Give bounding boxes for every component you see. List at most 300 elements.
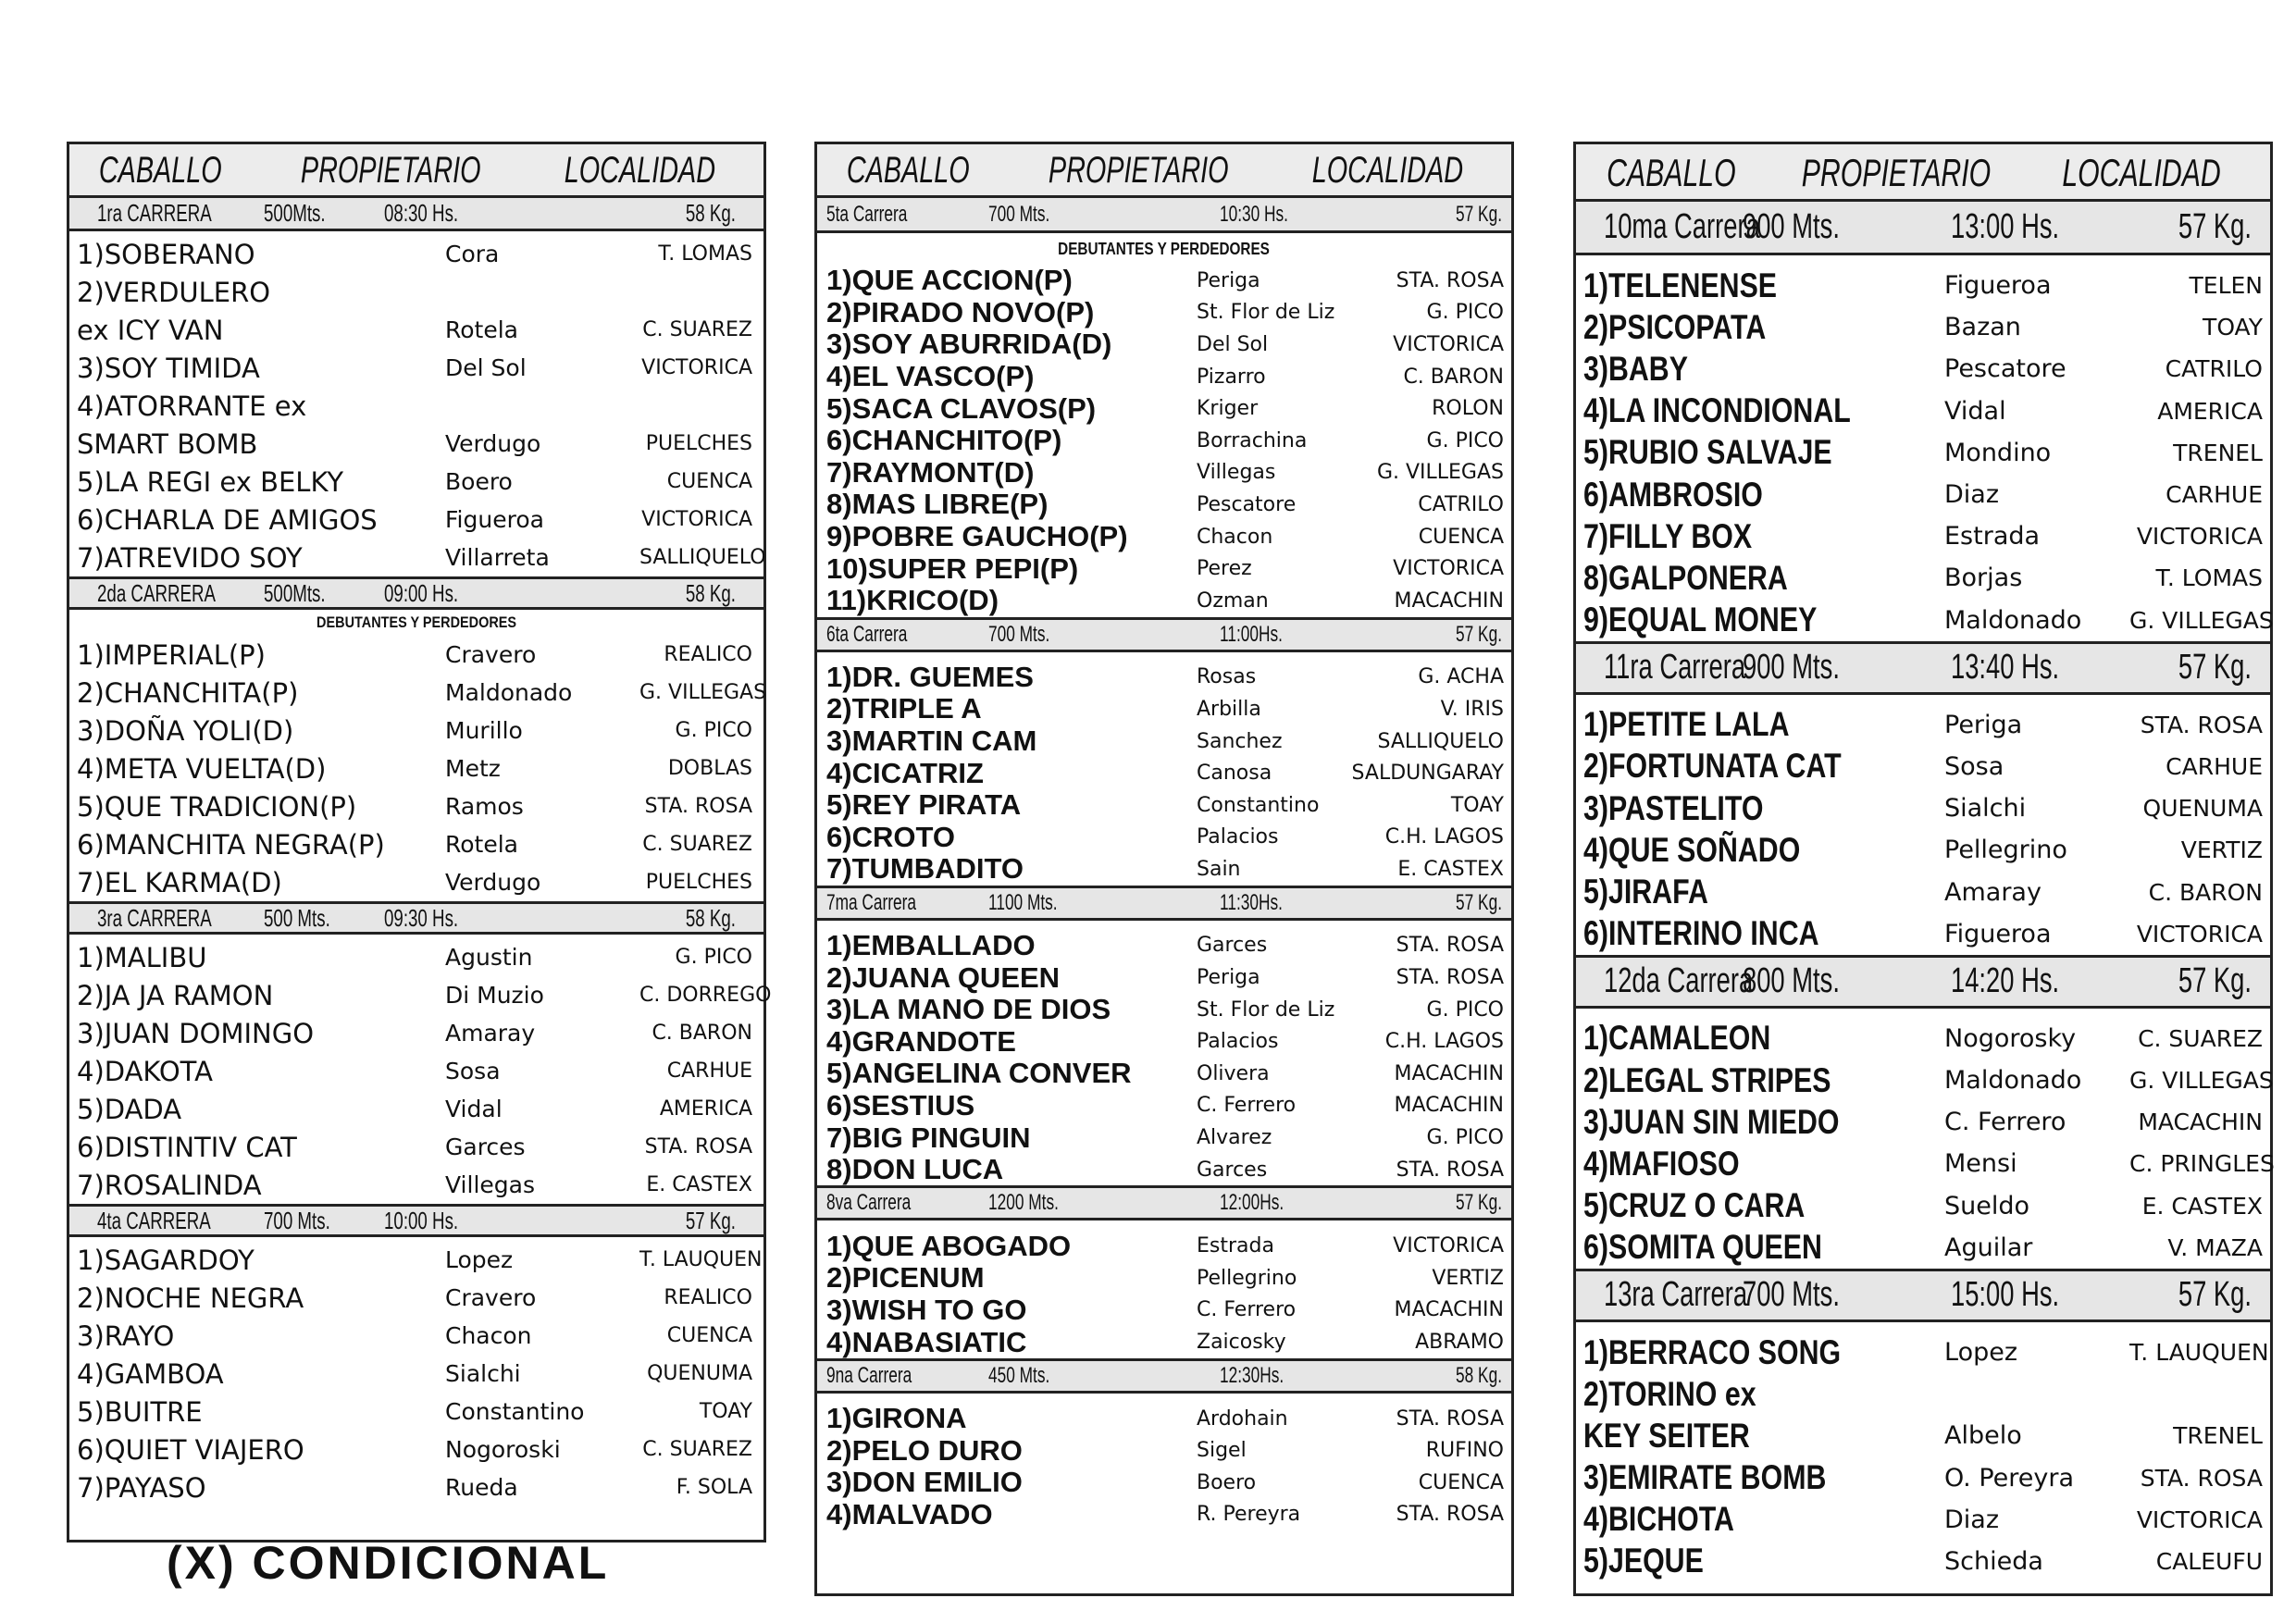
entry-horse — [1583, 559, 1944, 598]
column-header — [817, 144, 1511, 198]
entry-horse — [1583, 1145, 1944, 1183]
entry-row — [69, 1014, 763, 1052]
entry-horse-text: 1)IMPERIAL(P) — [77, 638, 266, 671]
entry-location: MACACHIN — [2138, 1109, 2263, 1136]
race-time: 10:00 Hs. — [384, 1206, 459, 1234]
entry-owner: Rueda — [445, 1474, 518, 1501]
race-distance: 450 Mts. — [988, 1362, 1050, 1388]
entry-horse — [1583, 1417, 1944, 1456]
entry-row — [69, 235, 763, 273]
entry-row — [1576, 265, 2270, 306]
entry-horse-text: 2)CHANCHITA(P) — [77, 676, 299, 709]
entry-horse — [77, 239, 445, 270]
entry-horse — [826, 725, 1197, 758]
entry-owner: Alvarez — [1197, 1126, 1272, 1150]
entry-horse — [826, 692, 1197, 725]
entry-horse — [826, 1402, 1197, 1435]
entry-horse — [826, 488, 1197, 521]
race-distance: 900 Mts. — [1743, 207, 1840, 246]
entry-location: SALLIQUELO — [639, 546, 766, 569]
race-header — [817, 1185, 1511, 1220]
entry-location: CUENCA — [1418, 525, 1504, 549]
entry-owner: Maldonado — [445, 679, 573, 706]
entry-owner: Kriger — [1197, 397, 1259, 421]
entry-owner: Vidal — [1944, 396, 2006, 426]
entry-horse-text: 5)JEQUE — [1583, 1542, 1704, 1580]
entry-row — [817, 1025, 1511, 1058]
column-2 — [814, 142, 1514, 1596]
entry-owner: Ardohain — [1197, 1406, 1288, 1431]
race-subtitle — [817, 233, 1511, 265]
entry-location: CARHUE — [2166, 481, 2263, 509]
entry-horse — [1583, 266, 1944, 305]
entry-location: V. IRIS — [1440, 697, 1504, 721]
entry-row — [1576, 390, 2270, 432]
entry-owner: C. Ferrero — [1944, 1108, 2066, 1137]
entry-horse-text: 3)MARTIN CAM — [826, 725, 1037, 758]
entry-row — [69, 825, 763, 863]
entry-location: CARHUE — [666, 1059, 752, 1083]
entry-horse-text: 4)QUE SOÑADO — [1583, 830, 1801, 869]
entry-row — [69, 712, 763, 750]
entry-owner: Amaray — [1944, 877, 2042, 907]
entry-horse — [77, 980, 445, 1011]
entry-horse — [1583, 1542, 1944, 1580]
entry-owner: Sain — [1197, 857, 1241, 881]
entry-location: STA. ROSA — [1396, 1406, 1504, 1431]
entry-row — [817, 1434, 1511, 1467]
entry-horse — [826, 852, 1197, 886]
entry-row — [817, 930, 1511, 962]
entry-location: G. PICO — [675, 946, 752, 969]
entry-row — [817, 457, 1511, 489]
entry-horse — [826, 360, 1197, 393]
entry-location: TRENEL — [2173, 1422, 2263, 1450]
entry-location: ROLON — [1432, 397, 1504, 421]
entry-horse-text: 1)CAMALEON — [1583, 1019, 1771, 1058]
race-name: 7ma Carrera — [826, 889, 916, 915]
race-header — [69, 1204, 763, 1237]
entry-horse-text: 3)JUAN SIN MIEDO — [1583, 1102, 1840, 1141]
race-distance: 700 Mts. — [988, 201, 1050, 227]
entry-location: STA. ROSA — [1396, 966, 1504, 990]
entry-row — [817, 1467, 1511, 1499]
entry-horse-text: 4)MAFIOSO — [1583, 1144, 1740, 1183]
entry-row — [69, 463, 763, 501]
entry-horse — [826, 264, 1197, 297]
entry-location: C. BARON — [1403, 365, 1504, 389]
entry-location: G. VILLEGAS — [1376, 461, 1504, 485]
entry-owner: Chacon — [445, 1322, 532, 1349]
entry-owner: Rotela — [445, 831, 518, 858]
entry-row — [817, 725, 1511, 758]
entry-owner: Verdugo — [445, 869, 541, 896]
entry-owner: Sosa — [1944, 751, 2004, 781]
entry-location: REALICO — [664, 1286, 752, 1309]
entry-row — [1576, 515, 2270, 557]
entry-row — [817, 1262, 1511, 1295]
entry-row — [69, 425, 763, 463]
race-header — [817, 617, 1511, 652]
entry-owner: Cora — [445, 241, 500, 267]
entry-horse-text: 8)MAS LIBRE(P) — [826, 488, 1049, 521]
race-time: 11:00Hs. — [1220, 621, 1283, 647]
entry-owner: Verdugo — [445, 430, 541, 457]
entry-horse — [77, 1282, 445, 1314]
race-distance: 1200 Mts. — [988, 1190, 1059, 1216]
entry-row — [817, 1499, 1511, 1531]
entry-horse-text: 2)PICENUM — [826, 1261, 985, 1295]
entry-horse-text: 3)SOY TIMIDA — [77, 352, 260, 384]
entry-location: CATRILO — [2165, 355, 2263, 383]
entry-row — [69, 501, 763, 539]
entry-horse — [826, 1498, 1197, 1531]
entry-horse — [77, 390, 445, 422]
entry-owner: Estrada — [1197, 1234, 1274, 1258]
entry-row — [69, 1241, 763, 1279]
entry-owner: St. Flor de Liz — [1197, 997, 1335, 1022]
entry-row — [69, 311, 763, 349]
entry-horse — [826, 1025, 1197, 1059]
entry-horse-text: 7)ROSALINDA — [77, 1169, 262, 1201]
entry-horse-text: 5)QUE TRADICION(P) — [77, 790, 357, 823]
race-subtitle — [69, 610, 763, 636]
entry-location: C.H. LAGOS — [1384, 825, 1504, 849]
entry-location: TOAY — [1450, 793, 1504, 817]
race-weight: 57 Kg. — [1456, 621, 1502, 647]
entry-row — [69, 750, 763, 787]
entry-location: C. SUAREZ — [642, 833, 752, 856]
entry-horse-text: 4)GAMBOA — [77, 1357, 224, 1390]
entry-location: E. CASTEX — [646, 1173, 752, 1196]
entry-horse-text: ex ICY VAN — [77, 314, 224, 346]
entry-horse-text: 6)CHARLA DE AMIGOS — [77, 503, 378, 536]
entry-row — [1576, 1185, 2270, 1227]
race-time: 09:00 Hs. — [384, 578, 459, 607]
entry-horse-text: 3)RAYO — [77, 1319, 175, 1352]
entry-location: C. SUAREZ — [642, 318, 752, 341]
entry-horse-text: 3)WISH TO GO — [826, 1293, 1027, 1326]
entry-owner: Figueroa — [1944, 919, 2052, 948]
entry-location: VERTIZ — [2180, 836, 2263, 864]
entry-row — [1576, 600, 2274, 641]
entry-row — [1576, 1499, 2270, 1541]
entry-location: DOBLAS — [667, 757, 752, 780]
entry-location: TOAY — [2203, 314, 2263, 341]
entry-horse — [1583, 350, 1944, 389]
entry-location: CUENCA — [666, 1324, 752, 1347]
entry-owner: Chacon — [1197, 525, 1273, 549]
entry-horse-text: 1)TELENENSE — [1583, 266, 1778, 304]
entry-row — [69, 938, 763, 976]
entry-owner: Pescatore — [1197, 492, 1297, 516]
entry-owner: Constantino — [1197, 793, 1320, 817]
entry-horse — [1583, 476, 1944, 514]
entry-owner: Mondino — [1944, 438, 2052, 467]
entry-row — [69, 863, 763, 901]
entry-row — [69, 1090, 763, 1128]
header-location: LOCALIDAD — [564, 150, 716, 191]
entry-row — [817, 1154, 1511, 1186]
entry-horse — [826, 552, 1197, 586]
race-distance: 700 Mts. — [1743, 1275, 1840, 1315]
entry-horse-text: 6)AMBROSIO — [1583, 475, 1763, 514]
race-time: 12:00Hs. — [1220, 1190, 1285, 1216]
entry-row — [69, 636, 763, 674]
entry-row — [817, 1230, 1511, 1262]
entry-horse — [77, 466, 445, 498]
entry-row — [1576, 1143, 2275, 1184]
entry-location: G. ACHA — [1418, 665, 1504, 689]
entry-row — [1576, 1059, 2274, 1101]
entry-horse — [77, 277, 445, 308]
race-header — [69, 198, 763, 231]
entry-location: PUELCHES — [645, 871, 752, 894]
entry-horse-text: 7)TUMBADITO — [826, 852, 1024, 886]
entry-horse-text: 2)JUANA QUEEN — [826, 960, 1061, 994]
entry-horse — [1583, 914, 1944, 953]
entry-horse — [826, 1121, 1197, 1155]
entry-horse — [826, 1261, 1197, 1295]
entry-horse-text: 9)POBRE GAUCHO(P) — [826, 520, 1128, 553]
entry-row — [817, 585, 1511, 617]
entry-row — [817, 1403, 1511, 1435]
entry-owner: Palacios — [1197, 825, 1279, 849]
entry-horse — [1583, 831, 1944, 870]
entry-horse-text: 2)FORTUNATA CAT — [1583, 747, 1842, 786]
entry-owner: Aguilar — [1944, 1233, 2033, 1262]
entry-location: REALICO — [664, 643, 752, 666]
entry-owner: Metz — [445, 755, 501, 782]
entry-row — [69, 539, 766, 576]
entry-horse — [77, 315, 445, 346]
entry-horse — [1583, 391, 1944, 430]
race-weight: 58 Kg. — [685, 578, 736, 607]
entry-horse-text: 8)DON LUCA — [826, 1153, 1004, 1186]
entry-horse-text: 10)SUPER PEPI(P) — [826, 551, 1079, 585]
entry-location: TELEN — [2189, 272, 2263, 300]
entry-location: STA. ROSA — [644, 1135, 752, 1158]
entry-location: T. LAUQUEN — [2129, 1339, 2269, 1367]
entry-row — [69, 349, 763, 387]
entry-horse-text: 3)SOY ABURRIDA(D) — [826, 328, 1112, 361]
race-weight: 57 Kg. — [2178, 1275, 2252, 1315]
race-name: 9na Carrera — [826, 1362, 912, 1388]
entry-location: PUELCHES — [645, 432, 752, 455]
race-weight: 57 Kg. — [1456, 1190, 1502, 1216]
race-subtitle-text: DEBUTANTES Y PERDEDORES — [1058, 240, 1271, 258]
entry-location: CATRILO — [1418, 492, 1504, 516]
entry-horse — [77, 1320, 445, 1352]
entry-horse-text: 2)PSICOPATA — [1583, 307, 1767, 346]
entry-horse-text: 4)CICATRIZ — [826, 756, 984, 789]
entry-row — [817, 328, 1511, 361]
entry-horse-text: 7)ATREVIDO SOY — [77, 541, 303, 574]
entry-row — [69, 674, 767, 712]
entry-location: VICTORICA — [2136, 1505, 2263, 1533]
race-name: 10ma Carrera — [1604, 207, 1760, 246]
entry-row — [69, 976, 772, 1014]
entry-horse — [77, 1018, 445, 1049]
entry-owner: Figueroa — [1944, 271, 2052, 301]
race-header — [1576, 641, 2270, 695]
race-weight: 58 Kg. — [685, 199, 736, 227]
entry-horse — [826, 328, 1197, 361]
entry-horse-text: 6)QUIET VIAJERO — [77, 1433, 304, 1466]
entry-horse-text: 2)NOCHE NEGRA — [77, 1282, 304, 1314]
entry-location: CALEUFU — [2155, 1547, 2263, 1575]
entry-location: QUENUMA — [647, 1362, 752, 1385]
entry-row — [817, 853, 1511, 886]
race-name: 5ta Carrera — [826, 201, 908, 227]
entry-horse — [826, 1230, 1197, 1263]
entry-horse — [77, 1094, 445, 1125]
entry-horse-text: 11)KRICO(D) — [826, 584, 999, 617]
entry-location: VICTORICA — [1393, 332, 1504, 356]
entry-horse-text: 7)FILLY BOX — [1583, 516, 1753, 555]
entry-horse-text: 2)TRIPLE A — [826, 692, 982, 725]
entry-location: AMERICA — [2157, 397, 2263, 425]
entry-location: STA. ROSA — [1396, 1158, 1504, 1182]
race-time: 14:20 Hs. — [1951, 961, 2060, 1001]
entry-owner: Perez — [1197, 557, 1252, 581]
race-time: 12:30Hs. — [1220, 1362, 1285, 1388]
entry-location: G. VILLEGAS — [639, 681, 767, 704]
race-name: 11ra Carrera — [1604, 648, 1746, 688]
entry-horse — [77, 1396, 445, 1428]
entry-horse-text: 4)NABASIATIC — [826, 1325, 1027, 1358]
race-name: 12da Carrera — [1604, 961, 1754, 1001]
race-time: 13:00 Hs. — [1951, 207, 2060, 246]
entry-horse — [826, 1294, 1197, 1327]
header-owner: PROPIETARIO — [1048, 150, 1229, 191]
entry-location: VICTORICA — [1393, 557, 1504, 581]
entry-horse — [77, 1170, 445, 1201]
entry-owner: Diaz — [1944, 1505, 2000, 1534]
entry-owner: Schieda — [1944, 1546, 2043, 1576]
entry-horse-text: 4)MALVADO — [826, 1497, 993, 1530]
entry-horse-text: 5)SACA CLAVOS(P) — [826, 391, 1097, 425]
entry-horse — [1583, 1228, 1944, 1267]
entry-horse — [826, 1089, 1197, 1122]
entry-horse — [1583, 517, 1944, 556]
entry-location: VICTORICA — [1393, 1234, 1504, 1258]
entry-row — [1576, 1541, 2270, 1582]
entry-owner: R. Pereyra — [1197, 1503, 1301, 1527]
entry-owner: Maldonado — [1944, 605, 2082, 635]
entry-row — [69, 787, 763, 825]
race-time: 08:30 Hs. — [384, 199, 459, 227]
entry-horse — [826, 661, 1197, 694]
entry-location: STA. ROSA — [644, 795, 752, 818]
race-name: 13ra Carrera — [1604, 1275, 1748, 1315]
entry-horse-text: 1)EMBALLADO — [826, 928, 1036, 961]
entry-owner: Pizarro — [1197, 365, 1266, 389]
entry-location: RUFINO — [1425, 1439, 1504, 1463]
entry-horse — [77, 639, 445, 671]
entry-owner: Zaicosky — [1197, 1331, 1286, 1355]
entry-horse — [77, 504, 445, 536]
race-time: 13:40 Hs. — [1951, 648, 2060, 688]
entry-location: MACACHIN — [1394, 1094, 1504, 1118]
entry-horse — [826, 1466, 1197, 1499]
race-weight: 57 Kg. — [2178, 207, 2252, 246]
entry-row — [1576, 913, 2270, 955]
entry-owner: Del Sol — [445, 354, 527, 381]
entry-horse — [826, 584, 1197, 617]
entry-owner: Del Sol — [1197, 332, 1269, 356]
entry-owner: Nogorosky — [1944, 1023, 2077, 1053]
entry-horse — [826, 456, 1197, 489]
entry-row — [69, 1279, 763, 1317]
entry-row — [817, 425, 1511, 457]
entry-row — [817, 1090, 1511, 1122]
entry-horse — [77, 1472, 445, 1504]
entry-horse — [1583, 1061, 1944, 1100]
entry-owner: Sialchi — [445, 1360, 521, 1387]
entry-horse-text: 2)PELO DURO — [826, 1433, 1023, 1467]
entry-owner: Constantino — [445, 1398, 585, 1425]
entry-row — [817, 392, 1511, 425]
entry-horse-text: 1)GIRONA — [826, 1402, 967, 1435]
entry-owner: Garces — [1197, 1158, 1268, 1182]
header-owner: PROPIETARIO — [300, 150, 481, 191]
entry-location: STA. ROSA — [2140, 711, 2263, 738]
entry-owner: Agustin — [445, 944, 533, 971]
entry-horse-text: 2)LEGAL STRIPES — [1583, 1060, 1831, 1099]
entry-horse-text: 1)MALIBU — [77, 941, 207, 973]
entry-horse-text: 5)REY PIRATA — [826, 788, 1022, 822]
entry-location: C. BARON — [652, 1022, 752, 1045]
race-weight: 57 Kg. — [1456, 889, 1502, 915]
entry-row — [817, 552, 1511, 585]
entry-horse — [77, 791, 445, 823]
entry-horse-text: 7)PAYASO — [77, 1471, 206, 1504]
entry-row — [1576, 348, 2270, 390]
entry-row — [69, 1468, 763, 1506]
race-spacer — [1576, 1322, 2270, 1332]
race-spacer — [1576, 1009, 2270, 1018]
entry-owner: Ramos — [445, 793, 524, 820]
entry-horse — [826, 929, 1197, 962]
entry-horse — [826, 1326, 1197, 1359]
header-horse: CABALLO — [1607, 151, 1736, 194]
entry-owner: Villegas — [1197, 461, 1276, 485]
entry-owner: Vidal — [445, 1096, 503, 1122]
entry-row — [817, 693, 1511, 725]
entry-horse-text: 4)BICHOTA — [1583, 1500, 1734, 1539]
header-location: LOCALIDAD — [1311, 150, 1464, 191]
entry-owner: Canosa — [1197, 762, 1272, 786]
entry-row — [817, 489, 1511, 521]
entry-location: VICTORICA — [2136, 920, 2263, 948]
entry-row — [817, 822, 1511, 854]
entry-row — [1576, 1101, 2270, 1143]
entry-row — [817, 1058, 1511, 1090]
entry-horse-text: 5)ANGELINA CONVER — [826, 1057, 1132, 1090]
entry-row — [817, 361, 1511, 393]
entry-owner: Periga — [1197, 268, 1260, 292]
race-weight: 57 Kg. — [685, 1206, 736, 1234]
entry-row — [1576, 1227, 2270, 1269]
race-distance: 500Mts. — [264, 578, 326, 607]
entry-row — [69, 387, 763, 425]
race-name: 8va Carrera — [826, 1190, 912, 1216]
entry-horse — [1583, 433, 1944, 472]
entry-horse-text: 6)CROTO — [826, 820, 955, 853]
entry-horse-text: 7)BIG PINGUIN — [826, 1121, 1031, 1154]
race-header — [817, 886, 1511, 921]
